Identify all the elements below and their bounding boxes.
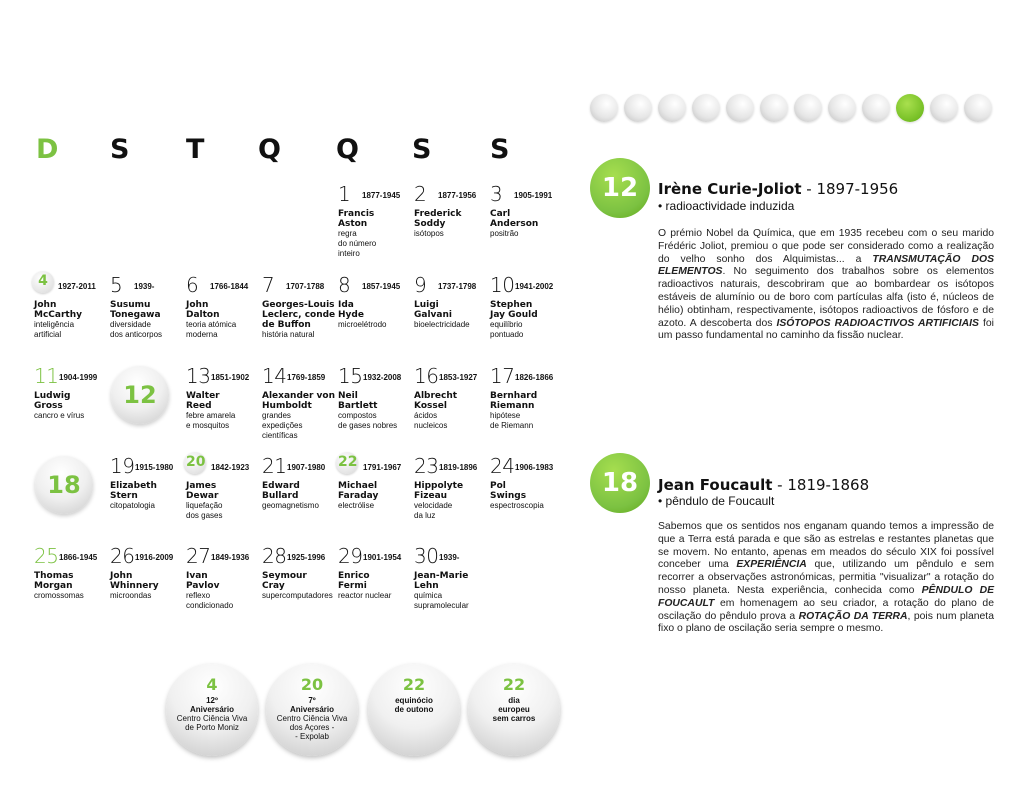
calendar-day: [186, 366, 264, 431]
feature-years: - 1897-1956: [801, 180, 899, 198]
month-dot: [862, 94, 890, 122]
discovery: inteligência artificial: [34, 320, 75, 339]
day-number: 30: [414, 544, 439, 568]
life-years: 1906-1983: [515, 463, 554, 472]
calendar-day: [262, 275, 340, 340]
calendar-day: [338, 546, 416, 601]
body-text: foi um passo fundamental no caminho da fissão nuclear.: [658, 317, 994, 342]
event-title: dia europeu sem carros: [492, 696, 536, 723]
calendar-day: [414, 546, 492, 611]
discovery: citopatologia: [110, 501, 155, 510]
life-years: 1853-1927: [439, 373, 478, 382]
highlight-day-circle: [111, 366, 169, 424]
life-years: 1941-2002: [515, 282, 554, 291]
feature-topic: • pêndulo de Foucault: [658, 494, 775, 508]
life-years: 1826-1866: [515, 373, 554, 382]
discovery: diversidade dos anticorpos: [110, 320, 163, 339]
scientist-name: Jean-Marie Lehn: [414, 571, 469, 591]
life-years: 1851-1902: [211, 373, 250, 382]
discovery: isótopos: [414, 229, 444, 238]
weekday-5: S: [412, 134, 432, 165]
day-number: 1: [338, 182, 351, 206]
month-dot: [828, 94, 856, 122]
discovery: liquefação dos gases: [186, 501, 223, 520]
scientist-name: Alexander von Humboldt: [262, 391, 336, 411]
month-dot: [964, 94, 992, 122]
day-number: 21: [262, 454, 287, 478]
life-years: 1866-1945: [59, 553, 98, 562]
body-text: em homenagem ao seu criador, a rotação do plano de oscilação do pêndulo prova a: [658, 597, 994, 622]
life-years: 1819-1896: [439, 463, 478, 472]
event-day-number: 20: [300, 675, 324, 694]
life-years: 1939-: [134, 282, 155, 291]
event-bubble: [166, 664, 258, 756]
body-text: que, utilizando um pêndulo e sem recorrer a observações astronómicas, permitia "visualizar" a rotação do nosso planeta. Nesta experiência, conhecida como: [658, 559, 994, 596]
calendar-day: [338, 184, 416, 259]
calendar-day: [186, 456, 264, 521]
life-years: 1915-1980: [135, 463, 174, 472]
scientist-name: Elizabeth Stern: [110, 481, 157, 501]
feature-title: [658, 476, 869, 494]
highlight-day-circle: [35, 456, 93, 514]
scientist-name: Seymour Cray: [262, 571, 307, 591]
feature-body: [658, 521, 994, 636]
discovery: reactor nuclear: [338, 591, 392, 600]
body-text: Sabemos que os sentidos nos enganam quando temos a impressão de que a Terra está parada e que são as estrelas e restantes planetas que se movem. No entanto, apenas em meados do século XIX foi possível conceber uma: [658, 521, 994, 571]
scientist-name: John Whinnery: [110, 571, 159, 591]
emphasis-text: EXPERIÊNCIA: [736, 559, 807, 571]
feature-person-name: Irène Curie-Joliot: [658, 180, 802, 198]
body-text: O prémio Nobel da Química, que em 1935 recebeu com o seu marido Frédéric Joliot, premiou o que pode ser considerado como a realização do velho sonho dos Alquimistas... a: [658, 228, 994, 265]
life-years: 1769-1859: [287, 373, 326, 382]
feature-badge: [590, 158, 650, 218]
scientist-name: Francis Aston: [338, 209, 375, 229]
calendar-day: [414, 456, 492, 521]
scientist-name: Luigi Galvani: [414, 300, 452, 320]
discovery: electrólise: [338, 501, 375, 510]
weekday-0: D: [36, 134, 59, 165]
weekday-1: S: [110, 134, 130, 165]
life-years: 1932-2008: [363, 373, 402, 382]
scientist-name: James Dewar: [186, 481, 219, 501]
emphasis-text: TRANSMUTAÇÃO DOS ELEMENTOS: [658, 253, 994, 278]
life-years: 1877-1956: [438, 191, 477, 200]
day-number: 14: [262, 364, 287, 388]
life-years: 1707-1788: [286, 282, 325, 291]
life-years: 1904-1999: [59, 373, 98, 382]
discovery: microelétrodo: [338, 320, 387, 329]
day-number: 28: [262, 544, 287, 568]
month-dot: [760, 94, 788, 122]
life-years: 1857-1945: [362, 282, 401, 291]
day-number: 8: [338, 273, 351, 297]
discovery: positrão: [490, 229, 519, 238]
feature-title: [658, 180, 898, 198]
calendar-day: [186, 275, 264, 340]
discovery: química supramolecular: [414, 591, 469, 610]
discovery: história natural: [262, 330, 315, 339]
day-number: 5: [110, 273, 123, 297]
weekday-4: Q: [336, 134, 359, 165]
day-number: 9: [414, 273, 427, 297]
feature-person-name: Jean Foucault: [658, 476, 773, 494]
calendar-day: [110, 456, 188, 511]
discovery: hipótese de Riemann: [490, 411, 534, 430]
discovery: bioelectricidade: [414, 320, 470, 329]
scientist-name: Neil Bartlett: [338, 391, 378, 411]
scientist-name: Walter Reed: [186, 391, 220, 411]
event-subtitle: Centro Ciência Viva de Porto Moniz: [176, 714, 248, 732]
scientist-name: Ludwig Gross: [34, 391, 71, 411]
highlight-day-number: 18: [47, 471, 81, 499]
scientist-name: Frederick Soddy: [414, 209, 462, 229]
calendar-day: [262, 546, 340, 601]
calendar-day: [414, 275, 492, 330]
scientist-name: Georges-Louis Leclerc, conde de Buffon: [262, 300, 336, 330]
day-number: 17: [490, 364, 515, 388]
discovery: velocidade da luz: [414, 501, 453, 520]
scientist-name: Enrico Fermi: [338, 571, 370, 591]
emphasis-text: ROTAÇÃO DA TERRA: [798, 610, 908, 622]
event-bubble: [266, 664, 358, 756]
feature-body: [658, 228, 994, 343]
scientist-name: Susumu Tonegawa: [110, 300, 161, 320]
month-dot-active: [896, 94, 924, 122]
day-number: 16: [414, 364, 439, 388]
calendar-day: [262, 456, 340, 511]
event-bubble: [368, 664, 460, 756]
day-number: 25: [34, 544, 59, 568]
feature-day-number: 12: [601, 173, 639, 203]
calendar-day: [490, 456, 568, 511]
day-number: 11: [34, 364, 59, 388]
feature-topic: • radioactividade induzida: [658, 199, 795, 213]
day-number: 23: [414, 454, 439, 478]
scientist-name: Pol Swings: [490, 481, 527, 501]
day-number: 2: [414, 182, 427, 206]
life-years: 1737-1798: [438, 282, 477, 291]
calendar-day: [414, 366, 492, 431]
feature-years: - 1819-1868: [772, 476, 870, 494]
body-text: , pois num planeta fixo o plano de oscilação seria sempre o mesmo.: [658, 610, 994, 635]
feature-day-number: 18: [601, 468, 639, 498]
day-number: 24: [490, 454, 515, 478]
day-number: 15: [338, 364, 363, 388]
calendar-day: [110, 546, 188, 601]
scientist-name: John Dalton: [186, 300, 220, 320]
life-years: 1927-2011: [58, 282, 96, 291]
discovery: cancro e vírus: [34, 411, 85, 420]
calendar-day: [338, 366, 416, 431]
event-day-number: 22: [402, 675, 426, 694]
calendar-day: [186, 546, 264, 611]
event-day-number: 22: [502, 675, 526, 694]
scientist-name: Michael Faraday: [338, 481, 379, 501]
life-years: 1766-1844: [210, 282, 249, 291]
scientist-name: Carl Anderson: [490, 209, 539, 229]
weekday-2: T: [186, 134, 205, 165]
scientist-name: Stephen Jay Gould: [490, 300, 538, 320]
feature-badge: [590, 453, 650, 513]
calendar-day: [110, 275, 188, 340]
discovery: cromossomas: [34, 591, 84, 600]
discovery: reflexo condicionado: [186, 591, 234, 610]
highlight-day-number: 12: [123, 381, 157, 409]
month-dot: [726, 94, 754, 122]
life-years: 1925-1996: [287, 553, 326, 562]
day-number: 10: [490, 273, 515, 297]
scientist-name: Thomas Morgan: [34, 571, 74, 591]
life-years: 1907-1980: [287, 463, 326, 472]
body-text: . No seguimento dos trabalhos sobre os elementos radioactivos naturais, descobriram que ao bombardear os isótopos estáveis de alumínio ou de boro com partículas alfa (isto é, núcleos de hélio) obtinham, respectivamente, isótopos radioactivos de fósforo e de azoto. A descoberta dos: [658, 266, 994, 329]
day-number: 4: [38, 273, 48, 289]
discovery: regra do número inteiro: [338, 229, 377, 258]
discovery: espectroscopia: [490, 501, 544, 510]
event-title: 7º Aniversário: [289, 696, 335, 714]
event-subtitle: Centro Ciência Viva dos Açores - - Expolab: [276, 714, 348, 741]
scientist-name: Bernhard Riemann: [490, 391, 538, 411]
discovery: supercomputadores: [262, 591, 333, 600]
calendar-day: [414, 184, 492, 239]
life-years: 1849-1936: [211, 553, 250, 562]
life-years: 1901-1954: [363, 553, 402, 562]
scientist-name: Edward Bullard: [262, 481, 300, 501]
day-number: 7: [262, 273, 275, 297]
month-dot: [624, 94, 652, 122]
day-number: 22: [338, 454, 358, 470]
discovery: ácidos nucleicos: [414, 411, 448, 430]
month-dot: [692, 94, 720, 122]
calendar-day: [338, 456, 416, 511]
life-years: 1916-2009: [135, 553, 174, 562]
discovery: compostos de gases nobres: [338, 411, 398, 430]
day-number: 29: [338, 544, 363, 568]
event-title: equinócio de outono: [394, 696, 434, 714]
day-number: 6: [186, 273, 199, 297]
weekday-3: Q: [258, 134, 281, 165]
day-number: 19: [110, 454, 135, 478]
life-years: 1877-1945: [362, 191, 401, 200]
month-indicator: [590, 94, 996, 124]
calendar-day: [490, 184, 568, 239]
month-dot: [930, 94, 958, 122]
day-number: 20: [186, 454, 206, 470]
scientist-name: Albrecht Kossel: [414, 391, 458, 411]
calendar-day: [490, 275, 568, 340]
life-years: 1939-: [439, 553, 460, 562]
month-dot: [658, 94, 686, 122]
month-dot: [794, 94, 822, 122]
month-dot: [590, 94, 618, 122]
life-years: 1791-1967: [363, 463, 402, 472]
calendar-day: [338, 275, 416, 330]
scientist-name: Hippolyte Fizeau: [414, 481, 464, 501]
discovery: geomagnetismo: [262, 501, 319, 510]
weekday-6: S: [490, 134, 510, 165]
event-title: 12º Aniversário: [189, 696, 235, 714]
calendar-day: [490, 366, 568, 431]
discovery: febre amarela e mosquitos: [186, 411, 236, 430]
calendar-day: [262, 366, 340, 441]
day-number: 27: [186, 544, 211, 568]
scientist-name: Ida Hyde: [338, 300, 364, 320]
day-number: 13: [186, 364, 211, 388]
discovery: equilíbrio pontuado: [490, 320, 524, 339]
event-bubble: [468, 664, 560, 756]
day-number: 3: [490, 182, 503, 206]
discovery: microondas: [110, 591, 152, 600]
event-day-number: 4: [206, 675, 218, 694]
calendar-day: [34, 366, 112, 421]
scientist-name: John McCarthy: [34, 300, 82, 320]
life-years: 1842-1923: [211, 463, 250, 472]
calendar-day: [34, 275, 112, 340]
discovery: grandes expedições científicas: [262, 411, 303, 440]
day-number: 26: [110, 544, 135, 568]
emphasis-text: ISÓTOPOS RADIOACTIVOS ARTIFICIAIS: [776, 317, 979, 329]
discovery: teoria atómica moderna: [186, 320, 237, 339]
life-years: 1905-1991: [514, 191, 553, 200]
emphasis-text: PÊNDULO DE FOUCAULT: [658, 584, 995, 609]
scientist-name: Ivan Pavlov: [186, 571, 220, 591]
calendar-day: [34, 546, 112, 601]
